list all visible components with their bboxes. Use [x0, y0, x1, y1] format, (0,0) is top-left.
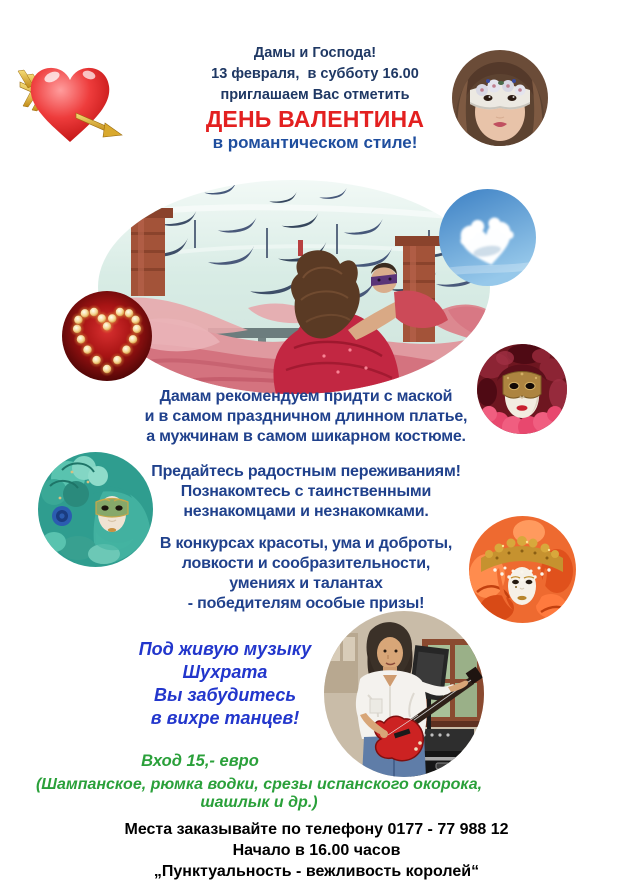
mingle-paragraph — [0, 462, 612, 522]
cloud-heart-photo — [439, 189, 536, 286]
music-paragraph — [100, 638, 350, 730]
entry-includes-line: (Шампанское, рюмка водки, срезы испанского окорока, шашлык и др.) — [35, 776, 483, 811]
venice-scene-photo — [98, 180, 490, 394]
mingle-line-2: Познакомтесь с таинственными — [180, 483, 432, 500]
mingle-line-3: незнакомцами и незнакомками. — [183, 503, 429, 520]
footer-quote-line: „Пунктуальность - вежливость королей“ — [153, 863, 480, 880]
pearl-heart-photo — [62, 291, 152, 381]
contests-line-3: умениях и талантах — [229, 575, 383, 592]
footer-start-time-line: Начало в 16.00 часов — [232, 842, 401, 859]
dress-code-paragraph — [0, 387, 612, 447]
footer-block — [0, 819, 633, 882]
header-line-3: приглашаем Вас отметить — [220, 87, 410, 103]
dress-code-line-1: Дамам рекомендуем придти с маской — [159, 388, 453, 405]
music-line-2: Шухрата — [182, 662, 268, 682]
contests-line-1: В конкурсах красоты, ума и доброты, — [159, 535, 453, 552]
mask-portrait-photo — [452, 50, 548, 146]
music-line-1: Под живую музыку — [138, 639, 312, 659]
heart-arrow-icon — [14, 40, 126, 152]
event-title: ДЕНЬ ВАЛЕНТИНА — [205, 106, 425, 132]
footer-phone-line: Места заказывайте по телефону 0177 - 77 988 12 — [124, 821, 509, 838]
contests-line-4: - победителям особые призы! — [187, 595, 425, 612]
dress-code-line-3: а мужчинам в самом шикарном костюме. — [146, 428, 466, 445]
entry-fee-line: Вход 15,- евро — [141, 752, 259, 770]
music-line-4: в вихре танцев! — [150, 708, 300, 728]
music-line-3: Вы забудитесь — [153, 685, 297, 705]
mingle-line-1: Предайтесь радостным переживаниям! — [151, 463, 461, 480]
header-line-2: 13 февраля, в субботу 16.00 — [211, 66, 419, 82]
dress-code-line-2: и в самом праздничном длинном платье, — [144, 408, 468, 425]
contests-line-2: ловкости и сообразительности, — [181, 555, 431, 572]
header-line-1: Дамы и Господа! — [253, 45, 377, 61]
header-block — [150, 43, 480, 153]
contests-paragraph — [0, 534, 612, 614]
event-subtitle: в романтическом стиле! — [212, 133, 418, 152]
